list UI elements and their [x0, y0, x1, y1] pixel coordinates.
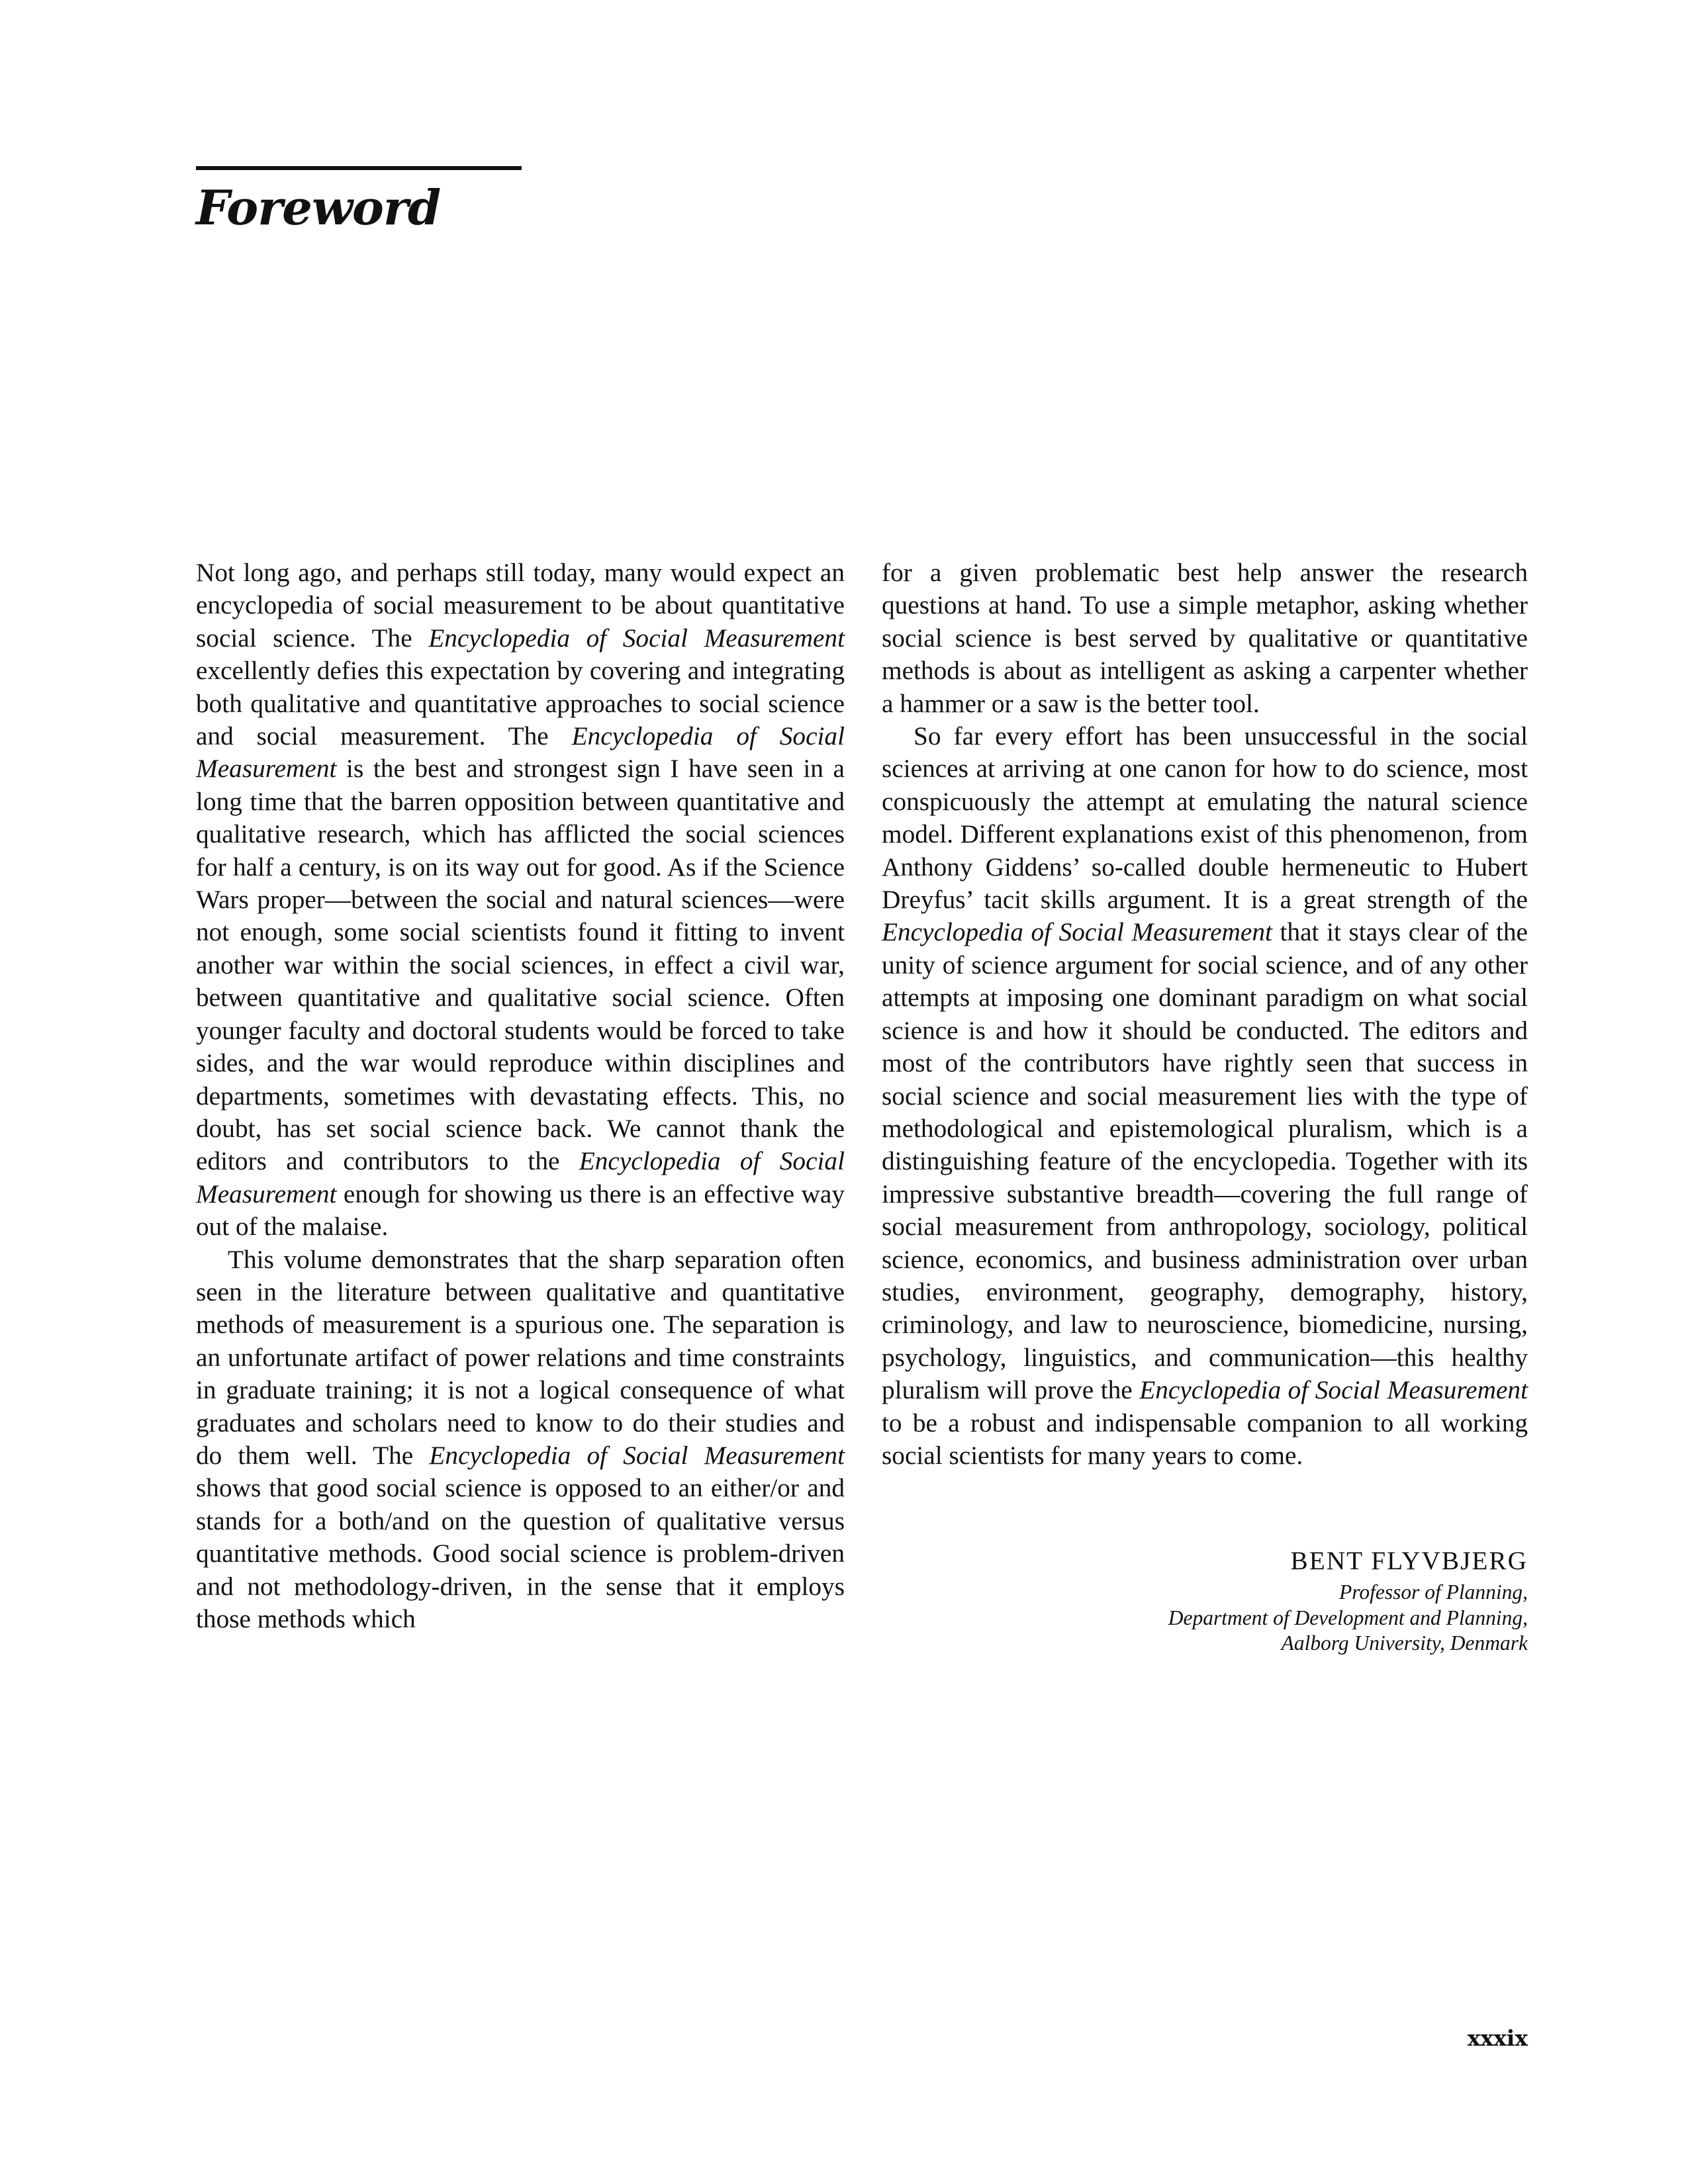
- left-column: [196, 557, 845, 1635]
- right-column: [882, 557, 1528, 1472]
- author-title: Professor of Planning,: [1339, 1580, 1528, 1604]
- paragraph-1: Not long ago, and perhaps still today, many would expect an encyclopedia of social measurement to be about quantitative social science. The Encyclopedia of Social Measurement excellently defies this expectation by covering and integrating both qualitative and quantitative approaches to social science and social measurement. The Encyclopedia of Social Measurement is the best and strongest sign I have seen in a long time that the barren opposition between quantitative and qualitative research, which has afflicted the social sciences for half a century, is on its way out for good. As if the Science Wars proper—between the social and natural sciences—were not enough, some social scientists found it fitting to invent another war within the social sciences, in effect a civil war, between quantitative and qualitative social science. Often younger faculty and doctoral students would be forced to take sides, and the war would reproduce within disciplines and departments, sometimes with devastating effects. This, no doubt, has set social science back. We cannot thank the editors and contributors to the Encyclopedia of Social Measurement enough for showing us there is an effective way out of the malaise.: [196, 558, 845, 1242]
- signature-block: [1168, 1545, 1528, 1657]
- page-number: xxxix: [1467, 2025, 1528, 2051]
- paragraph-2: This volume demonstrates that the sharp separation often seen in the literature between qualitative and quantitative methods of measurement is a spurious one. The separation is an unfortunate artifact of power relations and time constraints in graduate training; it is not a logical consequence of what graduates and scholars need to know to do their studies and do them well. The Encyclopedia of Social Measurement shows that good social science is opposed to an either/or and stands for a both/and on the question of qualitative versus quantitative methods. Good social science is problem-driven and not methodology-driven, in the sense that it employs those methods which: [196, 1244, 845, 1633]
- paragraph-3: So far every effort has been unsuccessful in the social sciences at arriving at one canon for how to do science, most conspicuously the attempt at emulating the natural science model. Different explanations exist of this phenomenon, from Anthony Giddens’ so-called double hermeneutic to Hubert Dreyfus’ tacit skills argument. It is a great strength of the Encyclopedia of Social Measurement that it stays clear of the unity of science argument for social science, and of any other attempts at imposing one dominant paradigm on what social science is and how it should be conducted. The editors and most of the contributors have rightly seen that success in social science and social measurement lies with the type of methodological and epistemological pluralism, which is a distinguishing feature of the encyclopedia. Together with its impressive substantive breadth—covering the full range of social measurement from anthropology, sociology, political science, economics, and business administration over urban studies, environment, geography, demography, history, criminology, and law to neuroscience, biomedicine, nursing, psychology, linguistics, and communication—this healthy pluralism will prove the Encyclopedia of Social Measurement to be a robust and indispensable companion to all working social scientists for many years to come.: [882, 721, 1528, 1470]
- author-institution: Aalborg University, Denmark: [1281, 1631, 1528, 1655]
- author-department: Department of Development and Planning,: [1168, 1606, 1528, 1629]
- author-name: BENT FLYVBJERG: [1290, 1546, 1528, 1575]
- paragraph-2-continued: for a given problematic best help answer the research questions at hand. To use a simple metaphor, asking whether social science is best served by qualitative or quantitative methods is about as intelligent as asking a carpenter whether a hammer or a saw is the better tool.: [882, 558, 1528, 718]
- page-title: Foreword: [196, 179, 441, 236]
- title-rule: [196, 166, 522, 170]
